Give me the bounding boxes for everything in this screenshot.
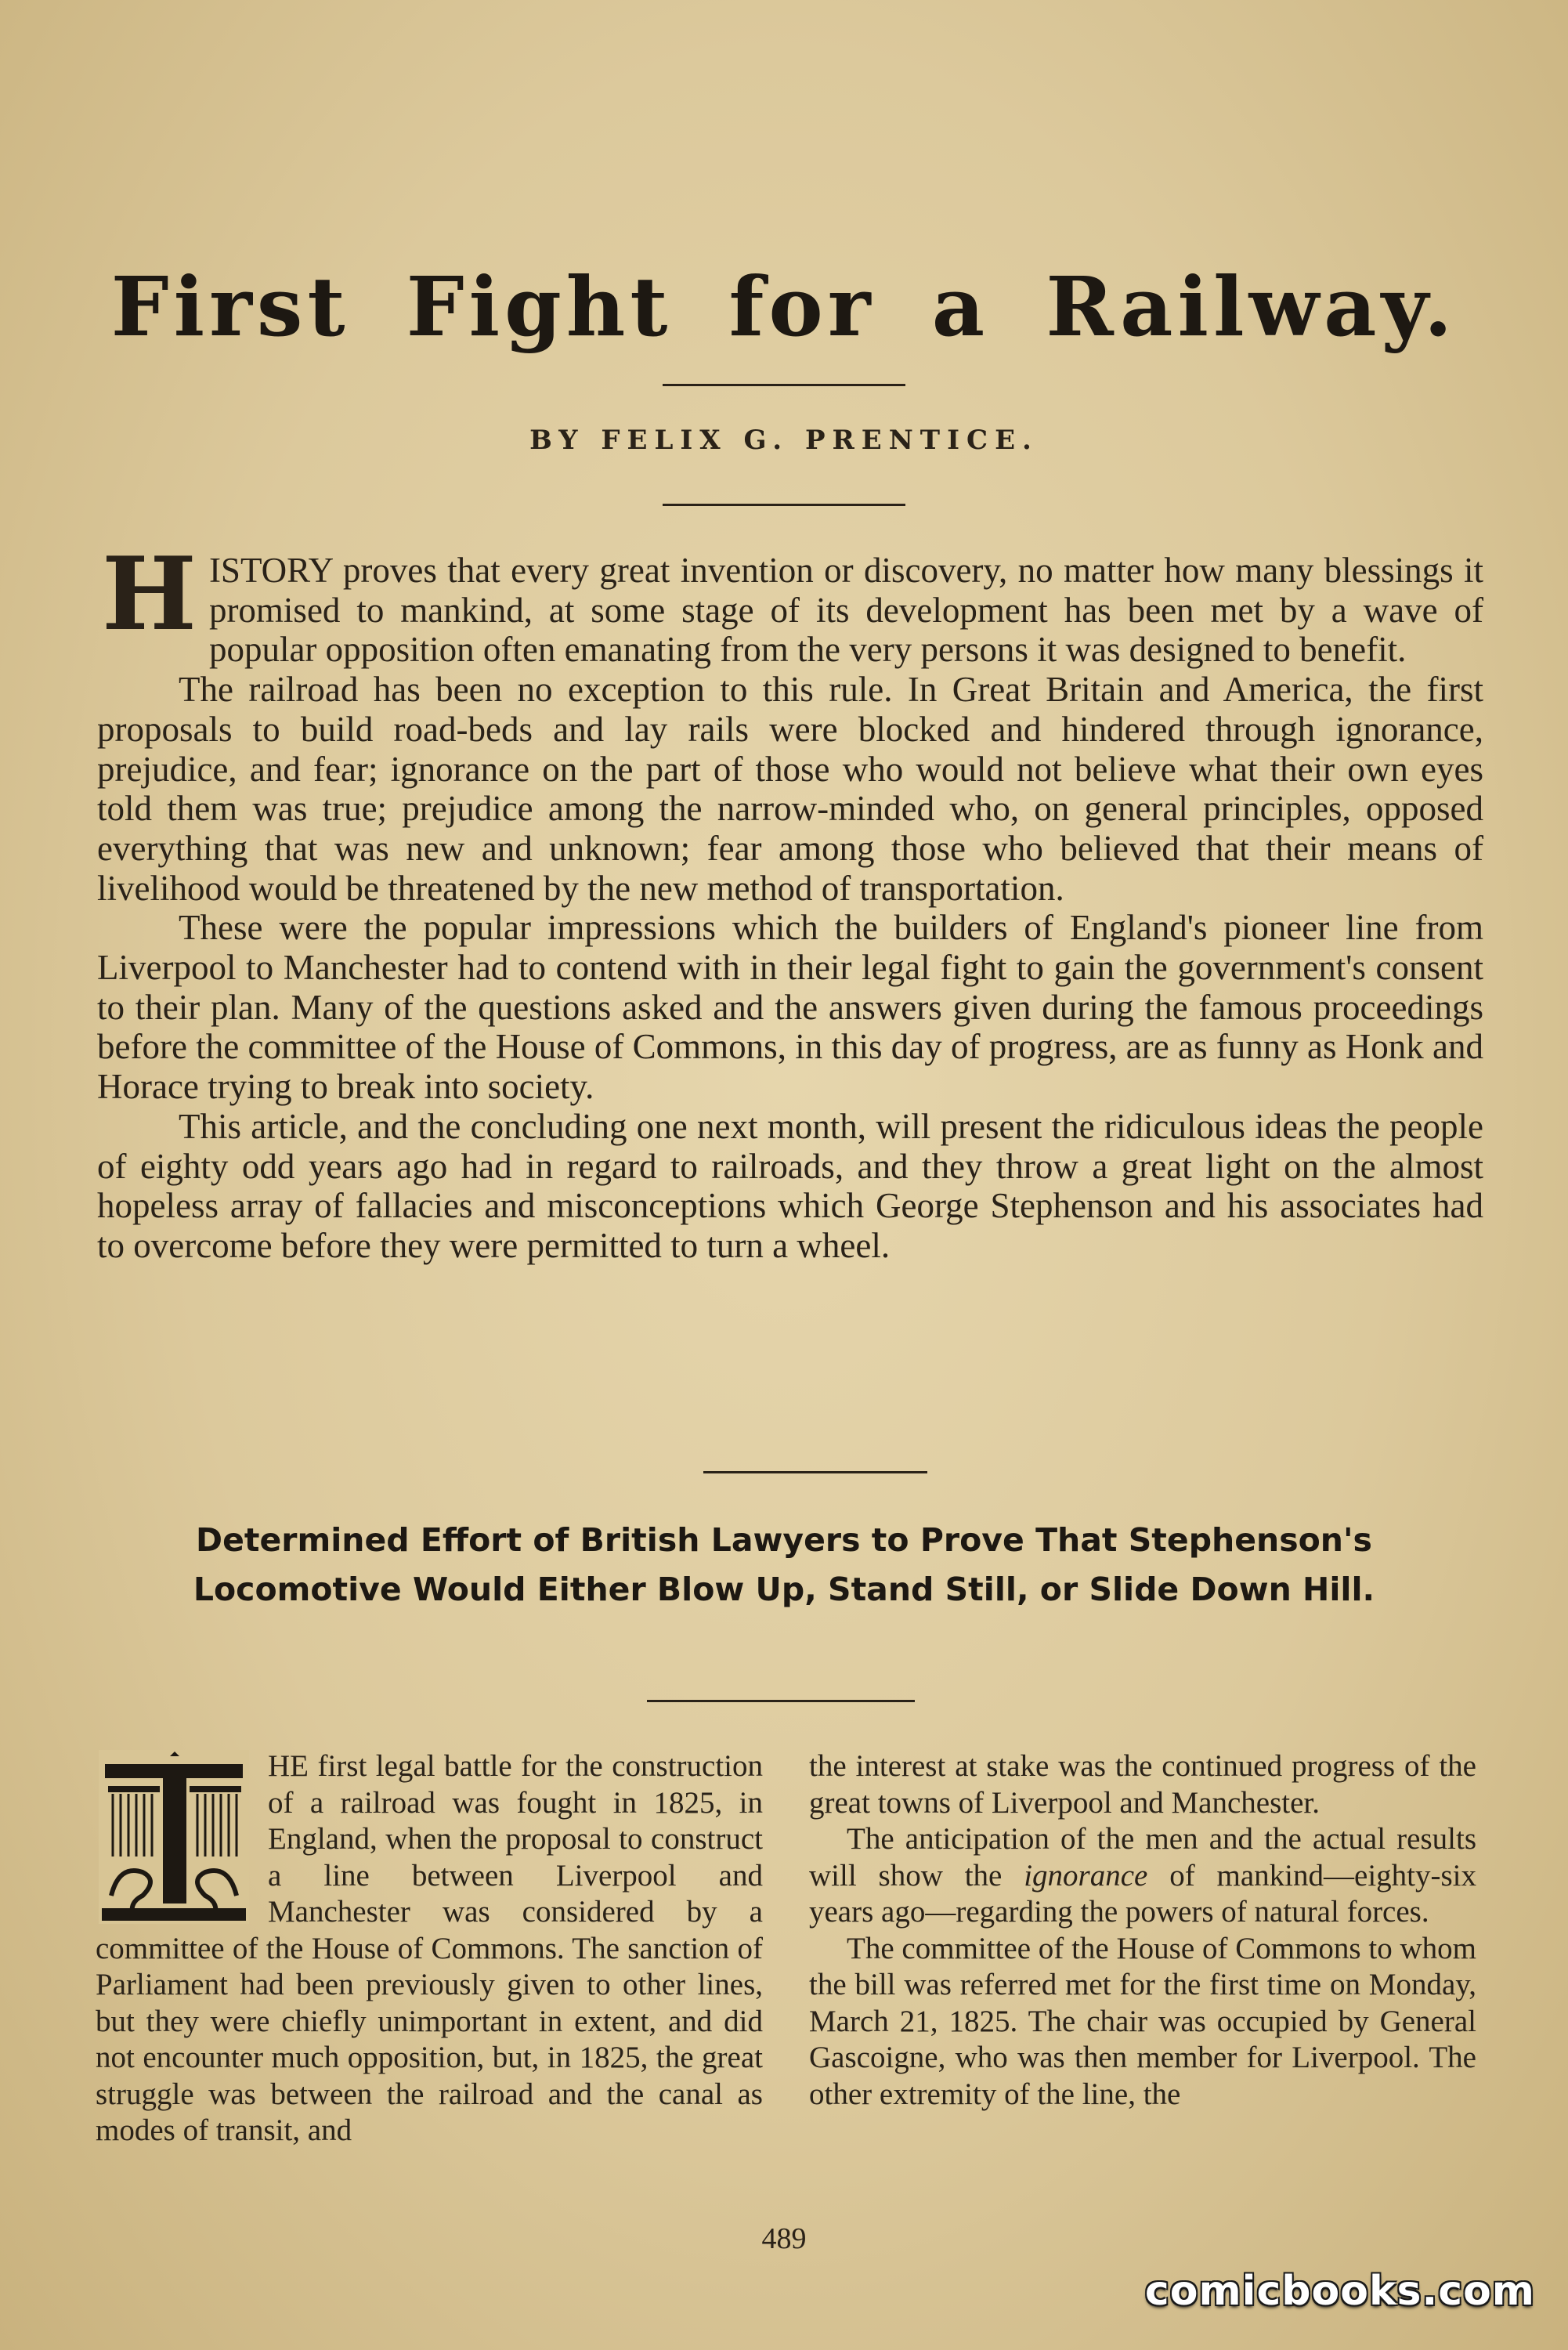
left-column-paragraph <box>96 1748 763 2149</box>
intro-section <box>97 536 1483 1266</box>
title-divider <box>663 384 905 386</box>
right-column-paragraph <box>809 1821 1476 1931</box>
intro-paragraph: This article, and the concluding one next month, will present the ridiculous ideas the people of eighty odd years ago had in regard to railroads, and they throw a great light on the almost hopeless array of fallacies and misconceptions which George Stephenson and his associates had to overcome before they were permitted to turn a wheel. <box>97 1106 1483 1265</box>
intro-paragraph: The railroad has been no exception to this rule. In Great Britain and America, the first proposals to build road-beds and lay rails were blocked and hindered through ignorance, prejudice, and fear; ignorance on the part of those who would not believe what their own eyes told them was true; prejudice among the narrow-minded who, on general principles, opposed everything that was new and unknown; fear among those who believed that their means of livelihood would be threatened by the new method of transportation. <box>97 670 1483 908</box>
intro-paragraph: These were the popular impressions which the builders of England's pioneer line from Liverpool to Manchester had to contend with in their legal fight to gain the government's consent to their plan. Many of the questions asked and the answers given during the famous proceedings before the committee of the House of Commons, in this day of progress, are as funny as Honk and Horace trying to break into society. <box>97 908 1483 1107</box>
ornamental-drop-cap-t <box>96 1747 252 1927</box>
section-divider <box>703 1471 927 1473</box>
author-byline: BY FELIX G. PRENTICE. <box>529 425 1039 456</box>
intro-paragraph <box>97 536 1483 670</box>
right-column <box>809 1748 1476 2113</box>
right-p2-start: The anticipation of the men and the actual results will show the <box>809 1822 1476 1893</box>
right-column-paragraph: the interest at stake was the continued progress of the great towns of Liverpool and Manchester. <box>809 1749 1476 1820</box>
intro-first-text: ISTORY proves that every great invention or discovery, no matter how many blessings it promised to mankind, at some stage of its development has been met by a wave of popular opposition often emanating from the very persons it was designed to benefit. <box>208 551 1483 670</box>
subhead-divider <box>647 1700 915 1702</box>
right-column-paragraph: The committee of the House of Commons to whom the bill was referred met for the first time on Monday, March 21, 1825. The chair was occupied by General Gascoigne, who was then member for Liverpool. The other extremity of the line, the <box>809 1931 1476 2111</box>
byline-divider <box>663 504 905 506</box>
section-subhead: Determined Effort of British Lawyers to Prove That Stephenson's Locomotive Would Either Blow Up, Stand Still, or Slide Down Hill. <box>193 1521 1375 1608</box>
left-column <box>96 1748 763 2149</box>
article-title: First Fight for a Railway. <box>110 258 1458 355</box>
left-column-text: HE first legal battle for the construction of a railroad was fought in 1825, in England, when the proposal to construct a line between Liverpool and Manchester was considered by a committee of the House of Commons. The sanction of Parliament had been previously given to other lines, but they were chiefly unimportant in extent, and did not encounter much opposition, but, in 1825, the great struggle was between the railroad and the canal as modes of transit, and <box>96 1749 763 2147</box>
page-number: 489 <box>761 2222 807 2255</box>
site-watermark: comicbooks.com <box>1144 2268 1535 2315</box>
drop-cap-h: H <box>102 536 197 653</box>
right-p2-end: of mankind—eighty-six years ago—regarding the powers of natural forces. <box>809 1858 1476 1929</box>
right-p2-italic: ignorance <box>1024 1858 1148 1893</box>
